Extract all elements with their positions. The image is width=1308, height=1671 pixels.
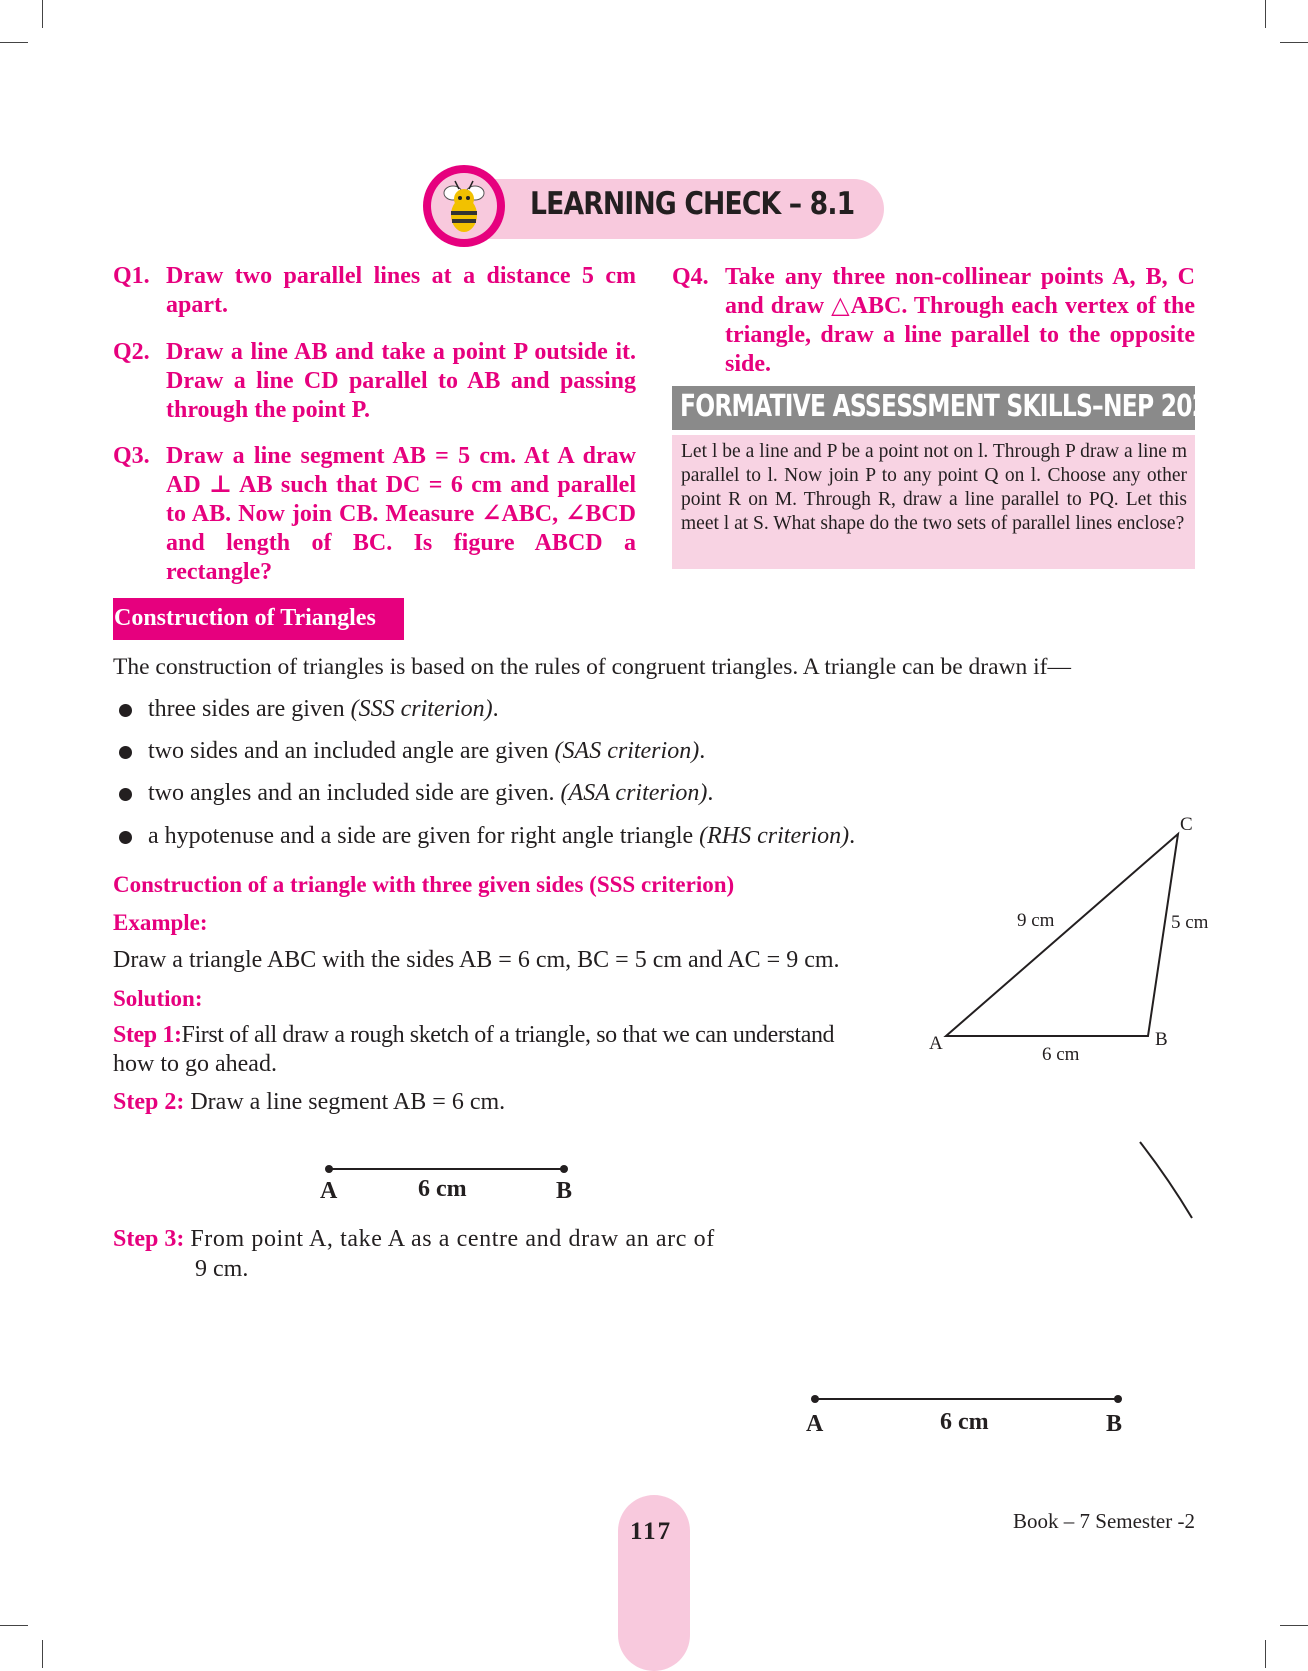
crop-mark: [1280, 42, 1308, 43]
crop-mark: [1280, 1625, 1308, 1626]
vertex-label-b: B: [1155, 1029, 1168, 1050]
bullet-criterion: (RHS criterion): [699, 823, 850, 849]
bullet-item: [148, 779, 713, 808]
segment-label-b: B: [556, 1178, 573, 1204]
segment-length: 6 cm: [418, 1176, 467, 1202]
crop-mark: [1265, 1640, 1266, 1668]
question-number: Q1.: [113, 263, 150, 289]
crop-mark: [42, 0, 43, 28]
step-label: Step 3:: [113, 1226, 185, 1252]
point-a: [811, 1395, 819, 1403]
question-number: Q4.: [672, 264, 709, 290]
formative-assessment-title: FORMATIVE ASSESSMENT SKILLS–NEP 2020: [680, 389, 1223, 424]
section-intro: The construction of triangles is based on the rules of congruent triangles. A triangle can be drawn if—: [113, 654, 1072, 680]
bullet-text: two angles and an included side are given.: [148, 780, 561, 806]
page-number: 117: [630, 1518, 673, 1545]
bullet-text: two sides and an included angle are given: [148, 738, 555, 764]
crop-mark: [1265, 0, 1266, 28]
question-text: Take any three non-collinear points A, B, C and draw △ABC. Through each vertex of the triangle, draw a line parallel to the opposite side.: [725, 264, 1195, 377]
question-text: Draw a line AB and take a point P outside it. Draw a line CD parallel to AB and passing through the point P.: [166, 339, 636, 423]
point-b: [560, 1165, 568, 1173]
crop-mark: [0, 1625, 28, 1626]
example-label: Example:: [113, 910, 208, 935]
segment-label-a: A: [806, 1411, 824, 1437]
bullet-criterion: (SAS criterion): [554, 738, 700, 764]
triangle-rough-sketch: [900, 810, 1220, 1070]
bullet-item: [148, 737, 705, 766]
segment-label-b: B: [1106, 1411, 1123, 1437]
bullet-criterion: (SSS criterion): [350, 696, 493, 722]
step-1: [113, 1021, 834, 1050]
segment-ab-figure-2: [806, 1393, 1126, 1405]
question-number: Q2.: [113, 339, 150, 365]
arc-mark: [1130, 1138, 1200, 1224]
step-text: Draw a line segment AB = 6 cm.: [190, 1089, 506, 1115]
side-label-ab: 6 cm: [1042, 1044, 1080, 1065]
bullet-dot: [119, 746, 132, 759]
side-label-bc: 5 cm: [1171, 912, 1209, 933]
construction-heading: Construction of a triangle with three given sides (SSS criterion): [113, 872, 735, 897]
point-b: [1114, 1395, 1122, 1403]
example-text: Draw a triangle ABC with the sides AB = 6 cm, BC = 5 cm and AC = 9 cm.: [113, 947, 840, 973]
step-text: From point A, take A as a centre and draw an arc of: [190, 1226, 715, 1252]
bullet-end: .: [707, 780, 714, 806]
step-label: Step 2:: [113, 1089, 185, 1115]
step-2: [113, 1088, 505, 1117]
segment-label-a: A: [320, 1178, 338, 1204]
book-semester-label: Book – 7 Semester -2: [1013, 1509, 1195, 1533]
question-text: Draw two parallel lines at a distance 5 cm apart.: [166, 263, 636, 318]
bullet-end: .: [492, 696, 499, 722]
bullet-criterion: (ASA criterion): [560, 780, 708, 806]
bullet-dot: [119, 704, 132, 717]
vertex-label-a: A: [929, 1033, 943, 1054]
step-label: Step 1:: [113, 1022, 182, 1048]
bullet-dot: [119, 788, 132, 801]
crop-mark: [0, 42, 28, 43]
question-3: [113, 442, 636, 592]
step-1-continued: how to go ahead.: [113, 1051, 277, 1077]
formative-assessment-text: Let l be a line and P be a point not on l. Through P draw a line m parallel to l. Now join P to any point Q on l. Choose any other point R on M. Through R, draw a line parallel to PQ. Let this meet l at S. What shape do the two sets of parallel lines enclose?: [681, 441, 1187, 534]
bullet-end: .: [849, 823, 856, 849]
bullet-dot: [119, 831, 132, 844]
step-3-continued: 9 cm.: [195, 1256, 249, 1282]
question-1: [113, 262, 636, 322]
crop-mark: [42, 1640, 43, 1668]
bullet-end: .: [699, 738, 706, 764]
question-4: [672, 263, 1195, 383]
side-label-ac: 9 cm: [1017, 910, 1055, 931]
step-text: First of all draw a rough sketch of a triangle, so that we can understand: [181, 1022, 835, 1048]
vertex-label-c: C: [1180, 814, 1193, 835]
question-2: [113, 338, 636, 428]
segment-length: 6 cm: [940, 1409, 989, 1435]
bullet-text: three sides are given: [148, 696, 351, 722]
question-text: Draw a line segment AB = 5 cm. At A draw AD ⊥ AB such that DC = 6 cm and parallel to AB. Now join CB. Measure ∠ABC, ∠BCD and length of BC. Is figure ABCD a rectangle?: [166, 443, 636, 585]
bullet-item: [148, 822, 855, 851]
segment-ab-figure-1: [320, 1163, 570, 1175]
section-heading: Construction of Triangles: [114, 605, 376, 631]
question-number: Q3.: [113, 443, 150, 469]
bullet-item: [148, 695, 499, 724]
step-3: [113, 1225, 715, 1254]
bullet-text: a hypotenuse and a side are given for right angle triangle: [148, 823, 700, 849]
solution-label: Solution:: [113, 986, 203, 1011]
point-a: [325, 1165, 333, 1173]
bee-mascot-icon: [423, 165, 505, 247]
learning-check-title: LEARNING CHECK – 8.1: [530, 186, 855, 222]
